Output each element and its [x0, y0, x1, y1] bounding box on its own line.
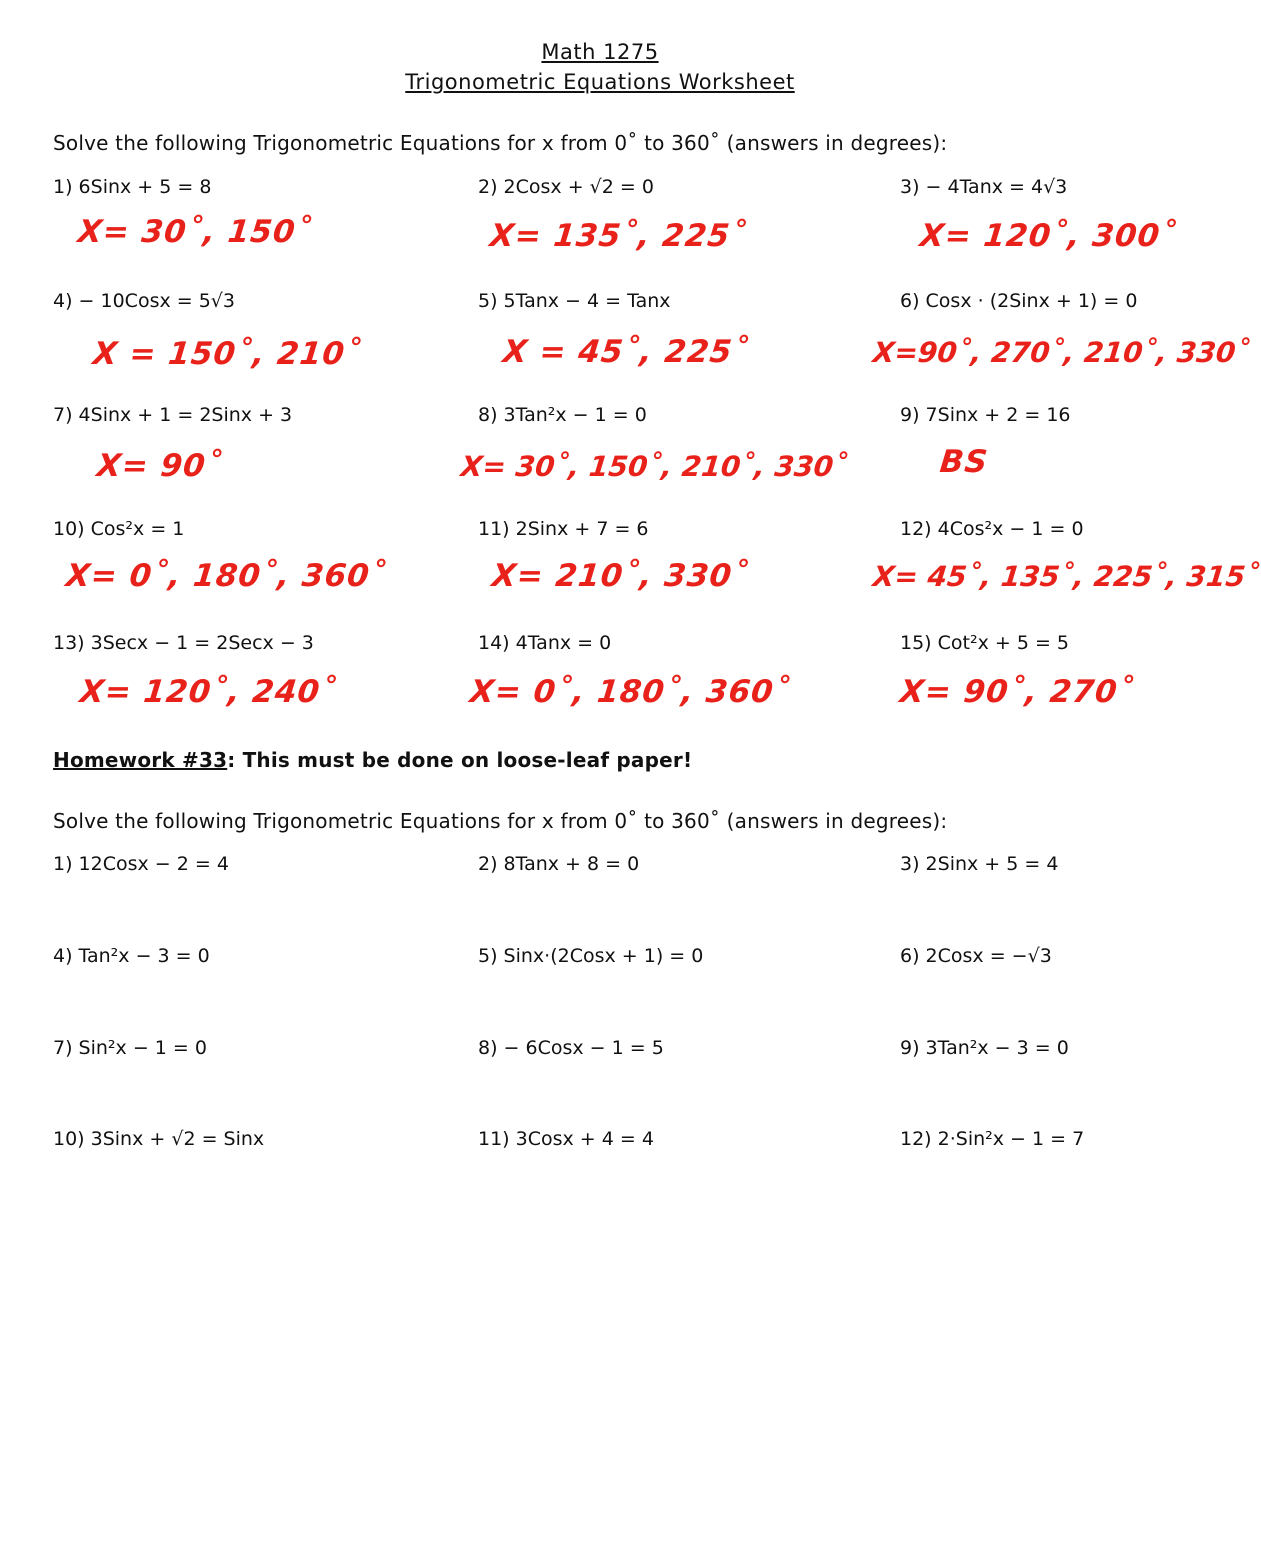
worksheet-question: 10) Cos²x = 1: [53, 518, 185, 540]
worksheet-answer: X= 0˚, 180˚, 360˚: [64, 558, 389, 594]
worksheet-answer: X = 150˚, 210˚: [91, 336, 364, 372]
homework-heading: [53, 748, 692, 772]
worksheet-question: 13) 3Secx − 1 = 2Secx − 3: [53, 632, 314, 654]
homework-instructions: Solve the following Trigonometric Equations for x from 0˚ to 360˚ (answers in degrees):: [53, 809, 948, 833]
homework-question: 7) Sin²x − 1 = 0: [53, 1037, 207, 1059]
worksheet-question: 3) − 4Tanx = 4√3: [900, 176, 1068, 198]
worksheet-answer: X= 0˚, 180˚, 360˚: [468, 674, 793, 710]
homework-question: 11) 3Cosx + 4 = 4: [478, 1128, 654, 1150]
page-title-course: Math 1275: [541, 40, 659, 64]
worksheet-question: 6) Cosx · (2Sinx + 1) = 0: [900, 290, 1138, 312]
homework-question: 10) 3Sinx + √2 = Sinx: [53, 1128, 265, 1150]
homework-question: 8) − 6Cosx − 1 = 5: [478, 1037, 664, 1059]
worksheet-question: 2) 2Cosx + √2 = 0: [478, 176, 654, 198]
worksheet-answer: X= 210˚, 330˚: [490, 558, 751, 594]
worksheet-question: 15) Cot²x + 5 = 5: [900, 632, 1070, 654]
homework-label: Homework #33: [53, 748, 228, 772]
homework-question: 4) Tan²x − 3 = 0: [53, 945, 210, 967]
page-title: Trigonometric Equations Worksheet: [405, 70, 795, 94]
worksheet-answer: X = 45˚, 225˚: [501, 334, 751, 370]
worksheet-question: 12) 4Cos²x − 1 = 0: [900, 518, 1084, 540]
worksheet-answer: X= 45˚, 135˚, 225˚, 315˚: [871, 560, 1261, 593]
worksheet-question: 14) 4Tanx = 0: [478, 632, 612, 654]
worksheet-question: 1) 6Sinx + 5 = 8: [53, 176, 212, 198]
homework-question: 5) Sinx·(2Cosx + 1) = 0: [478, 945, 704, 967]
worksheet-answer: X= 90˚: [95, 448, 225, 484]
homework-question: 3) 2Sinx + 5 = 4: [900, 853, 1059, 875]
worksheet-answer: X= 90˚, 270˚: [898, 674, 1136, 710]
worksheet-instructions: Solve the following Trigonometric Equations for x from 0˚ to 360˚ (answers in degrees):: [53, 131, 948, 155]
worksheet-answer: X= 30˚, 150˚: [76, 214, 314, 250]
worksheet-question: 4) − 10Cosx = 5√3: [53, 290, 235, 312]
worksheet-question: 11) 2Sinx + 7 = 6: [478, 518, 649, 540]
worksheet-answer: X=90˚, 270˚, 210˚, 330˚: [871, 336, 1252, 369]
worksheet-answer: X= 30˚, 150˚, 210˚, 330˚: [459, 450, 849, 483]
homework-question: 1) 12Cosx − 2 = 4: [53, 853, 229, 875]
worksheet-answer: X= 120˚, 300˚: [918, 218, 1179, 254]
homework-question: 12) 2·Sin²x − 1 = 7: [900, 1128, 1085, 1150]
worksheet-answer: X= 135˚, 225˚: [488, 218, 749, 254]
worksheet-answer: X= 120˚, 240˚: [78, 674, 339, 710]
homework-question: 6) 2Cosx = −√3: [900, 945, 1052, 967]
worksheet-question: 5) 5Tanx − 4 = Tanx: [478, 290, 671, 312]
homework-question: 9) 3Tan²x − 3 = 0: [900, 1037, 1069, 1059]
homework-question: 2) 8Tanx + 8 = 0: [478, 853, 640, 875]
worksheet-question: 8) 3Tan²x − 1 = 0: [478, 404, 647, 426]
homework-note: : This must be done on loose-leaf paper!: [227, 748, 693, 772]
worksheet-question: 7) 4Sinx + 1 = 2Sinx + 3: [53, 404, 293, 426]
worksheet-question: 9) 7Sinx + 2 = 16: [900, 404, 1071, 426]
worksheet-answer: BS: [938, 444, 990, 480]
